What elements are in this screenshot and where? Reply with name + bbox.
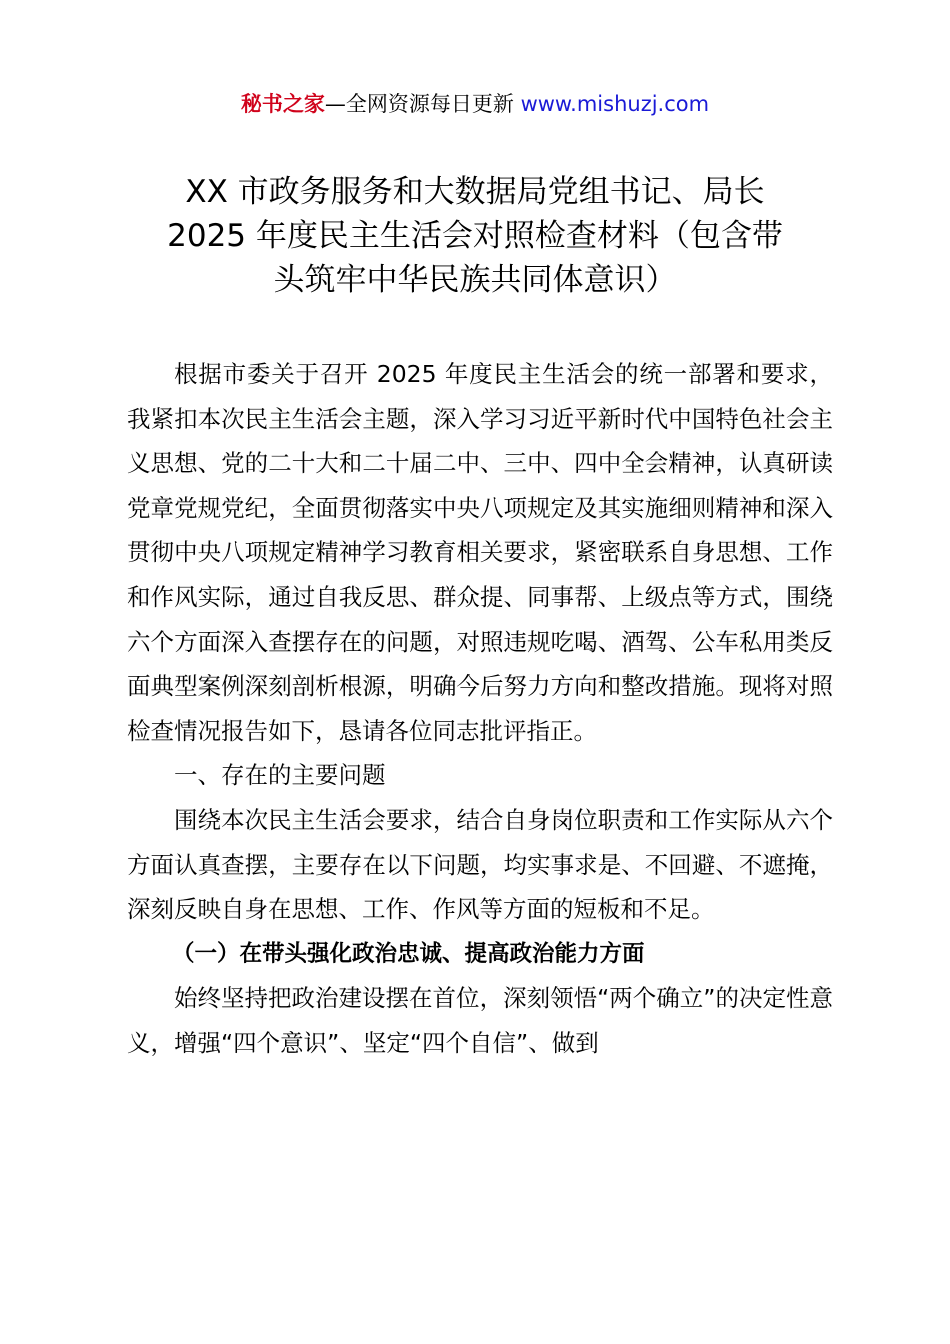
subsection-heading: （一）在带头强化政治忠诚、提高政治能力方面 [172,940,645,967]
document-title [100,170,850,302]
section-paragraph: 围绕本次民主生活会要求，结合自身岗位职责和工作实际从六个方面认真查摆，主要存在以下问题，均实事求是、不回避、不遮掩，深刻反映自身在思想、工作、作风等方面的短板和不足。 [127,805,833,924]
site-url-link[interactable]: www.mishuzj.com [520,92,710,116]
site-banner [0,88,950,120]
title-line: XX 市政务服务和大数据局党组书记、局长 [185,174,765,210]
banner-tagline: —全网资源每日更新 [324,92,521,116]
document-body [127,352,833,1066]
title-line: 2025 年度民主生活会对照检查材料（包含带 [167,218,783,254]
brand-name: 秘书之家 [240,92,325,116]
section-heading: 一、存在的主要问题 [174,761,386,790]
title-line: 头筑牢中华民族共同体意识） [273,262,677,298]
subsection-paragraph: 始终坚持把政治建设摆在首位，深刻领悟“两个确立”的决定性意义，增强“四个意识”、坚定“四个自信”、做到 [127,984,833,1057]
intro-paragraph: 根据市委关于召开 2025 年度民主生活会的统一部署和要求，我紧扣本次民主生活会主题，深入学习习近平新时代中国特色社会主义思想、党的二十大和二十届二中、三中、四中全会精神，认真研读党章党规党纪，全面贯彻落实中央八项规定及其实施细则精神和深入贯彻中央八项规定精神学习教育相关要求，紧密联系自身思想、工作和作风实际，通过自我反思、群众提、同事帮、上级点等方式，围绕六个方面深入查摆存在的问题，对照违规吃喝、酒驾、公车私用类反面典型案例深刻剖析根源，明确今后努力方向和整改措施。现将对照检查情况报告如下，恳请各位同志批评指正。 [127,360,833,745]
